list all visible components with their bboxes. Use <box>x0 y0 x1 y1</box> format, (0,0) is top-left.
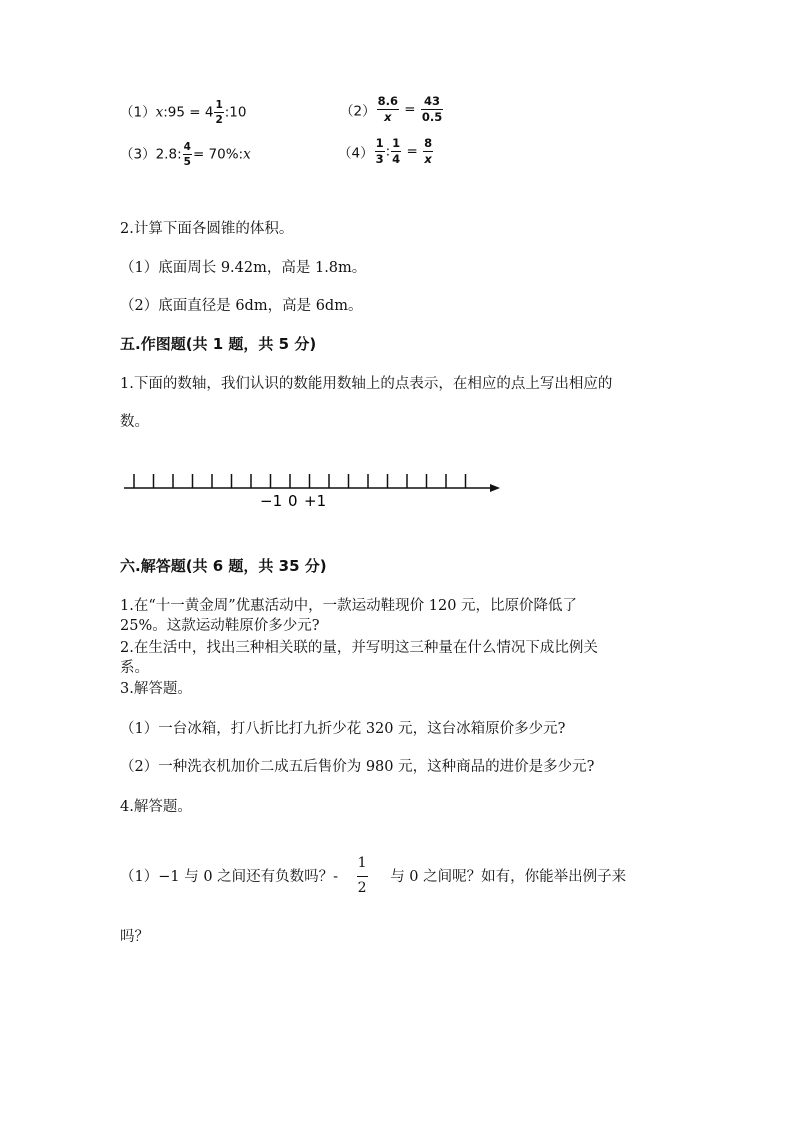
equation-3-label: （3） <box>120 146 156 163</box>
equals-sign: = <box>404 101 416 118</box>
label-negative-one: −1 <box>260 492 283 510</box>
section-5-heading: 五.作图题(共 1 题，共 5 分) <box>120 335 317 353</box>
equation-4-label: （4） <box>338 145 374 162</box>
section-6-q4-line1 <box>120 856 626 895</box>
section-6-q3-item-2: （2）一种洗衣机加价二成五后售价为 980 元，这种商品的进价是多少元? <box>120 759 595 775</box>
fraction-one-half: $\frac{1}{2}$ <box>215 99 223 126</box>
section-6-q2-line2: 系。 <box>120 660 149 676</box>
section-6-q3-title: 3.解答题。 <box>120 681 192 697</box>
equation-1-part-b: :10 <box>224 104 247 121</box>
number-line <box>118 468 508 512</box>
fraction-one-fourth: $\frac{1}{4}$ <box>392 136 401 166</box>
equation-4 <box>338 138 434 165</box>
q2-item-1: （1）底面周长 9.42m，高是 1.8m。 <box>120 260 367 276</box>
section-6-q1-line2: 25%。这款运动鞋原价多少元? <box>120 618 320 634</box>
fraction-one-half-large: $\frac{1}{2}$ <box>357 855 367 896</box>
section-6-q2-line1: 2.在生活中，找出三种相关联的量，并写明这三种量在什么情况下成比例关 <box>120 640 598 656</box>
equation-2 <box>340 96 444 123</box>
section-5-q1-line2: 数。 <box>120 414 149 430</box>
label-positive-one: +1 <box>304 492 327 510</box>
section-6-heading: 六.解答题(共 6 题，共 35 分) <box>120 557 327 575</box>
label-zero: 0 <box>288 492 298 510</box>
number-line-arrow <box>490 484 500 492</box>
equation-1-part-a: :95 = 4 <box>163 104 214 121</box>
fraction-one-third: $\frac{1}{3}$ <box>375 136 384 166</box>
colon: : <box>385 143 391 160</box>
q2-item-2: （2）底面直径是 6dm，高是 6dm。 <box>120 298 363 314</box>
number-line-ticks <box>134 474 466 488</box>
section-6-q4-line2: 吗？ <box>120 929 149 945</box>
section-5-q1-line1: 1.下面的数轴，我们认识的数能用数轴上的点表示，在相应的点上写出相应的 <box>120 376 613 392</box>
equals-sign: = <box>406 143 418 160</box>
section-6-q4-part-a: （1）−1 与 0 之间还有负数吗？- <box>120 869 339 885</box>
equation-3 <box>120 142 251 167</box>
fraction-8-over-x: $\frac{8}{x}$ <box>424 136 433 166</box>
section-6-q4-title: 4.解答题。 <box>120 799 192 815</box>
variable-x: x <box>243 146 251 163</box>
q2-title: 2.计算下面各圆锥的体积。 <box>120 221 294 237</box>
equation-1 <box>120 100 246 125</box>
section-6-q3-item-1: （1）一台冰箱，打八折比打九折少花 320 元，这台冰箱原价多少元? <box>120 721 566 737</box>
equation-3-part-a: 2.8: <box>155 146 182 163</box>
section-6-q1-line1: 1.在“十一黄金周”优惠活动中，一款运动鞋现价 120 元，比原价降低了 <box>120 598 578 614</box>
fraction-43-over-0.5: $\frac{43}{0.5}$ <box>421 94 443 124</box>
equation-2-label: （2） <box>340 103 376 120</box>
equation-1-label: （1） <box>120 104 156 121</box>
section-6-q4-part-b: 与 0 之间呢？如有，你能举出例子来 <box>390 869 627 885</box>
variable-x: x <box>155 104 164 121</box>
fraction-8.6-over-x: $\frac{8.6}{x}$ <box>377 94 398 124</box>
equation-3-part-b: = 70%: <box>192 146 244 163</box>
fraction-four-fifths: $\frac{4}{5}$ <box>183 141 191 168</box>
